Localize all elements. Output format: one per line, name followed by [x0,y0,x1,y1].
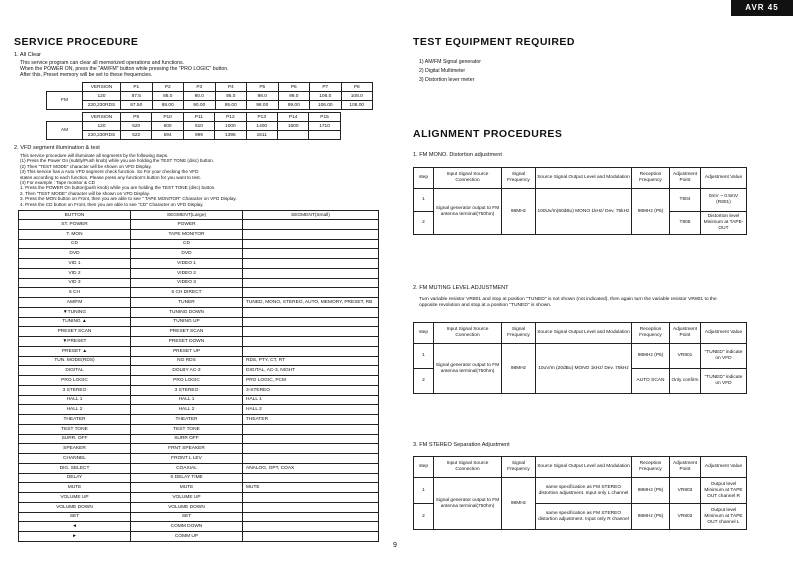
segment-large-cell: PRESET SCAN [131,327,243,337]
segment-large-cell: COAXIAL [131,463,243,473]
button-cell: TEST TONE [19,424,131,434]
table-row [19,434,379,444]
segment-large-cell: VOLUME DOWN [131,502,243,512]
button-cell: 3 STEREO [19,385,131,395]
segment-large-cell: 3 STEREO [131,385,243,395]
table-row [19,259,379,269]
button-cell: ST. POWER [19,220,131,230]
segment-large-cell: VIDEO 2 [131,268,243,278]
table-row [19,424,379,434]
segment-small-cell [243,532,379,542]
button-cell: VOLUME UP [19,493,131,503]
button-cell: TUN. MODE(RDS) [19,356,131,366]
table-row [19,327,379,337]
service-procedure-title: SERVICE PROCEDURE [14,36,139,48]
segment-small-cell [243,522,379,532]
segment-large-cell: FRONT L LEV [131,454,243,464]
segment-large-cell: TUNING UP [131,317,243,327]
segment-small-cell: PRO LOGIC, PCM [243,376,379,386]
segment-large-cell: TEST TONE [131,424,243,434]
button-cell: HALL 2 [19,405,131,415]
table-row [19,532,379,542]
fm-stereo-table: step Input Signal Source Connection Signal Frequency Source Signal Output Level and Modulation Reception Frequency Adjustment Point Adjustment Value 1 Signal generator output to FM antenna terminal(750hm) 98MHz same specification as FM STEREO distortion adjustment. Input only L channel 98MHz (P5) VR803 Output level Minimum at TAPE OUT channel R 2 same specification as FM STEREO distortion adjustment. Input only R channel 98MHz (P5) VR803 Output level Minimum at TAPE OUT channel L [413,456,747,530]
all-clear-text: This service program can clear all memorized operations and functions. When the POWER ON, press the "AM/FM" button while pressing the "PRO LOGIC" button. After this, Preset memory will be set to these frequencies. [20,60,229,79]
segment-large-cell: PRO LOGIC [131,376,243,386]
segment-large-cell: 6 CH DIRECT [131,288,243,298]
fm-mono-table: step Input Signal Source Connection Signal Frequency Source Signal Output Level and Modulation Reception Frequency Adjustment Point Adjustment Value 1 Signal generator output to FM antenna terminal(750hm) 98MHz 100Uv/m(60dBu) MONO 1kHz/ Dev. 75kHz 98MHz (P5) T804 0mV ~ 0.5mV (R801) 2 T805 Distortion level Minimum at TAPE-OUT [413,167,747,235]
button-cell: PRO LOGIC [19,376,131,386]
table-row [19,463,379,473]
segment-large-cell: FRNT SPEAKER [131,444,243,454]
button-cell: VID 1 [19,259,131,269]
button-cell: ◄ [19,522,131,532]
vfd-heading: 2. VFD segment illumination & test [14,145,100,151]
am-preset-table: VERSION P9 P10 P11 P12 P13 P14 P15 AM 120 520 600 610 1000 1400 1500 1710 230,230RDS 522 594 999 1395 1611 [46,112,341,140]
alignment-title: ALIGNMENT PROCEDURES [413,128,563,140]
segment-large-cell: DOLBY AC-3 [131,366,243,376]
table-row [19,395,379,405]
segment-large-cell: SET [131,512,243,522]
button-cell: T. MON [19,229,131,239]
table-row [19,220,379,230]
button-cell: THEATER [19,415,131,425]
table-row [19,444,379,454]
button-cell: DIGITAL [19,366,131,376]
table-row [19,288,379,298]
segment-large-cell: CD [131,239,243,249]
segment-large-cell: PRESET DOWN [131,337,243,347]
segment-small-cell [243,327,379,337]
segment-large-cell: TUNER [131,298,243,308]
table-row [19,502,379,512]
segment-small-cell [243,493,379,503]
fm-stereo-heading: 3. FM STEREO Separation Adjustment [413,442,510,448]
table-row [19,249,379,259]
table-row [19,239,379,249]
all-clear-heading: 1. All Clear [14,52,42,58]
table-row [19,415,379,425]
segment-small-cell [243,239,379,249]
table-row [19,376,379,386]
button-cell: PRESET ▲ [19,346,131,356]
page-number: 9 [393,542,397,549]
segment-small-cell [243,288,379,298]
segment-large-cell: TUNING DOWN [131,307,243,317]
segment-large-cell: S DELAY TIME [131,473,243,483]
segment-large-cell: HALL 2 [131,405,243,415]
segment-small-cell [243,424,379,434]
table-row [19,512,379,522]
segment-small-cell: TUNED, MONO, STEREO, AUTO, MEMORY, PRESET, RB [243,298,379,308]
segment-small-cell [243,259,379,269]
equipment-list: 1) AM/FM Signal generator 2) Digital Multimeter 3) Distortion lever meter [419,59,481,83]
fm-mono-heading: 1. FM MONO. Distortion adjustment [413,152,502,158]
table-row [19,268,379,278]
button-cell: SURR. OFF [19,434,131,444]
table-row [19,473,379,483]
vfd-segment-table [18,210,379,542]
segment-small-cell: DIGITAL, AC-3, NIGHT [243,366,379,376]
segment-small-cell [243,454,379,464]
segment-small-cell: ANALOG, OPT, COAX [243,463,379,473]
segment-small-cell [243,249,379,259]
button-cell: ► [19,532,131,542]
segment-large-cell: COMM DOWN [131,522,243,532]
button-cell: ▼TUNING [19,307,131,317]
segment-small-cell [243,268,379,278]
segment-small-cell [243,220,379,230]
segment-small-cell [243,346,379,356]
col-segment-small: SEGMENT(Small) [243,211,379,220]
segment-large-cell: DVD [131,249,243,259]
segment-large-cell: NO RDS [131,356,243,366]
segment-large-cell: SURR OFF [131,434,243,444]
table-row [19,522,379,532]
button-cell: CD [19,239,131,249]
table-row [19,454,379,464]
button-cell: DVD [19,249,131,259]
segment-large-cell: PRESET UP [131,346,243,356]
table-row [19,385,379,395]
segment-small-cell: THEATER [243,415,379,425]
button-cell: ▼PRESET [19,337,131,347]
segment-large-cell: THEATER [131,415,243,425]
segment-small-cell [243,434,379,444]
fm-muting-text: Turn variable resistor VR801 and stop at position "TUNED" is not shown (not indicated), then again turn the variable resistor VR801 to the opposite revolution and stop at a position "TUNED" is shown. [419,297,717,309]
segment-small-cell [243,317,379,327]
segment-large-cell: POWER [131,220,243,230]
button-cell: SPEAKER [19,444,131,454]
button-cell: DIG. SELECT [19,463,131,473]
table-row [19,346,379,356]
button-cell: VID 2 [19,268,131,278]
page-tab: AVR 45 [731,0,793,16]
button-cell: VOLUME DOWN [19,502,131,512]
segment-small-cell [243,512,379,522]
table-row [19,298,379,308]
segment-large-cell: VIDEO 3 [131,278,243,288]
button-cell: CHANNEL [19,454,131,464]
segment-small-cell [243,337,379,347]
table-row [19,483,379,493]
button-cell: 6 CH [19,288,131,298]
col-segment-large: SEGMENT(Large) [131,211,243,220]
segment-small-cell: HALL 2 [243,405,379,415]
segment-small-cell [243,307,379,317]
segment-large-cell: VOLUME UP [131,493,243,503]
button-cell: MUTE [19,483,131,493]
segment-small-cell: RDS, PTY, CT, RT [243,356,379,366]
table-row [19,317,379,327]
segment-large-cell: VIDEO 1 [131,259,243,269]
segment-small-cell [243,278,379,288]
table-row [19,337,379,347]
table-row [19,278,379,288]
fm-preset-table: VERSION P1 P2 P3 P4 P5 P6 P7 P8 FM 120 87.5 88.0 90.0 95.0 98.0 99.0 106.0 108.0 230,230RDS 87.50 88.00 90.00 95.00 98.00 99.00 106.00 108.00 [46,82,373,110]
table-row [19,405,379,415]
button-cell: DELAY [19,473,131,483]
test-equipment-title: TEST EQUIPMENT REQUIRED [413,36,576,48]
fm-muting-heading: 2. FM MUTING LEVEL ADJUSTMENT [413,285,509,291]
table-row [19,356,379,366]
segment-small-cell: 3-STEREO [243,385,379,395]
segment-large-cell: MUTE [131,483,243,493]
vfd-text: This service procedure will illuminate all segments by the following steps. (1) Press the Power On (subtly/Push knob) while you are holding the TEST TONE (disc) button. (2) Then "TEST MODE" character will be shown on VFD Display. (3) This service has a Auto VFD segment check function. So For your checking the VFD states according to each function, Please press any function's button for you want to test. (4) For example : Tape monitor & CD 1. Press the POWER On button(push knob) while you are holding the TEST TONE (disc) button. 2. Then "TEST MODE" character will be shown on VFD Display. 3. Press the MON button on Front, then you are able to see " TAPE MONITOR" Character on VFD Display. 4. Press the CD button on Front, then you are able to see "CD" Character on VFD Display. [20,153,237,207]
segment-large-cell: TAPE MONITOR [131,229,243,239]
segment-small-cell [243,229,379,239]
segment-small-cell: MUTE [243,483,379,493]
segment-large-cell: COMM UP [131,532,243,542]
table-row [19,493,379,503]
segment-large-cell: HALL 1 [131,395,243,405]
fm-muting-table: step Input Signal Source Connection Signal Frequency Source Signal Output Level and Modulation Reception Frequency Adjustment Point Adjustment Value 1 Signal generator output to FM antenna terminal(750hm) 98MHz 10uV/m (20dBu) MONO 1kHz/ Dev. 75kHz 98MHz (P5) VR801 "TUNED" indicate on VFD 2 AUTO SCAN Only confirm "TUNED" indicate on VFD [413,322,747,394]
table-row [19,366,379,376]
button-cell: HALL 1 [19,395,131,405]
col-button: BUTTON [19,211,131,220]
button-cell: AM/FM [19,298,131,308]
table-row [19,307,379,317]
segment-small-cell: HALL 1 [243,395,379,405]
button-cell: PRESET SCAN [19,327,131,337]
segment-small-cell [243,444,379,454]
table-row [19,229,379,239]
segment-small-cell [243,473,379,483]
segment-small-cell [243,502,379,512]
button-cell: SET [19,512,131,522]
button-cell: TUNING ▲ [19,317,131,327]
button-cell: VID 3 [19,278,131,288]
